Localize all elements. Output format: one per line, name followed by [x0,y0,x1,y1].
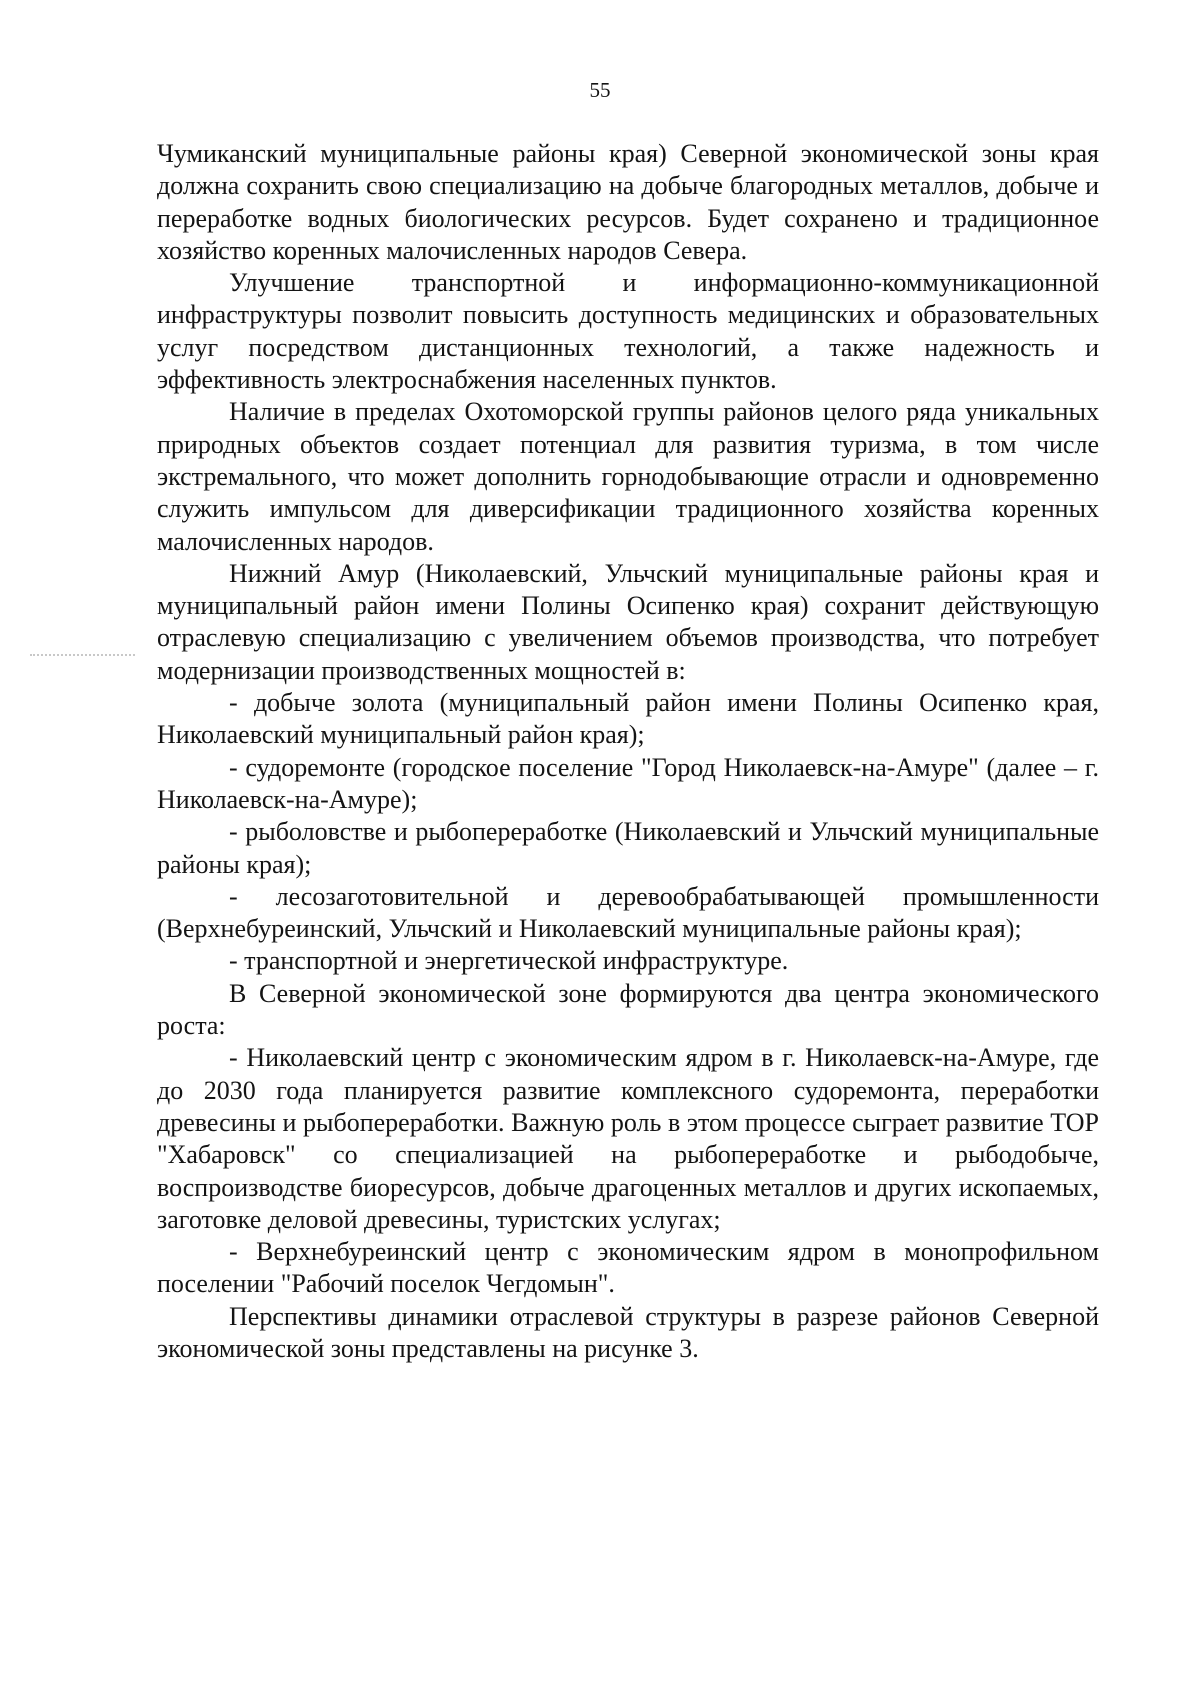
paragraph: - рыболовстве и рыбопереработке (Николаевский и Ульчский муниципальные районы края); [157,817,1099,879]
paragraph: В Северной экономической зоне формируются два центра экономического роста: [157,978,1099,1041]
paragraph: - Верхнебуреинский центр с экономическим ядром в монопрофильном поселении "Рабочий поселок Чегдомын". [157,1237,1099,1299]
paragraph: - Николаевский центр с экономическим ядром в г. Николаевск-на-Амуре, где до 2030 года планируется развитие комплексного судоремонта, переработки древесины и рыбопереработки. Важную роль в этом процессе сыграет развитие ТОР "Хабаровск" со специализацией на рыбопереработке и рыбодобыче, воспроизводстве биоресурсов, добыче драгоценных металлов и других ископаемых, заготовке деловой древесины, туристских услугах; [157,1043,1099,1234]
paragraph: Нижний Амур (Николаевский, Ульчский муниципальные районы края и муниципальный район имени Полины Осипенко края) сохранит действующую отраслевую специализацию с увеличением объемов производства, что потребует модернизации производственных мощностей в: [157,558,1099,685]
paragraph: - судоремонте (городское поселение "Город Николаевск-на-Амуре" (далее – г. Николаевск-на-Амуре); [157,752,1099,814]
scan-artifact-dots [30,654,135,658]
paragraph: Перспективы динамики отраслевой структуры в разрезе районов Северной экономической зоны представлены на рисунке 3. [157,1301,1099,1363]
paragraph: - добыче золота (муниципальный район имени Полины Осипенко края, Николаевский муниципальный район края); [157,688,1099,750]
paragraph: Улучшение транспортной и информационно-коммуникационной инфраструктуры позволит повысить доступность медицинских и образовательных услуг посредством дистанционных технологий, а также надежность и эффективность электроснабжения населенных пунктов. [157,268,1099,395]
document-body [157,138,1099,1365]
paragraph: - транспортной и энергетической инфраструктуре. [229,946,789,976]
paragraph: Чумиканский муниципальные районы края) Северной экономической зоны края должна сохранить свою специализацию на добыче благородных металлов, добыче и переработке водных биологических ресурсов. Будет сохранено и традиционное хозяйство коренных малочисленных народов Севера. [157,139,1099,265]
page-number: 55 [589,78,611,102]
paragraph: - лесозаготовительной и деревообрабатывающей промышленности (Верхнебуреинский, Ульчский и Николаевский муниципальные районы края); [157,881,1099,944]
paragraph: Наличие в пределах Охотоморской группы районов целого ряда уникальных природных объектов создает потенциал для развития туризма, в том числе экстремального, что может дополнить горнодобывающие отрасли и одновременно служить импульсом для диверсификации традиционного хозяйства коренных малочисленных народов. [157,397,1099,556]
